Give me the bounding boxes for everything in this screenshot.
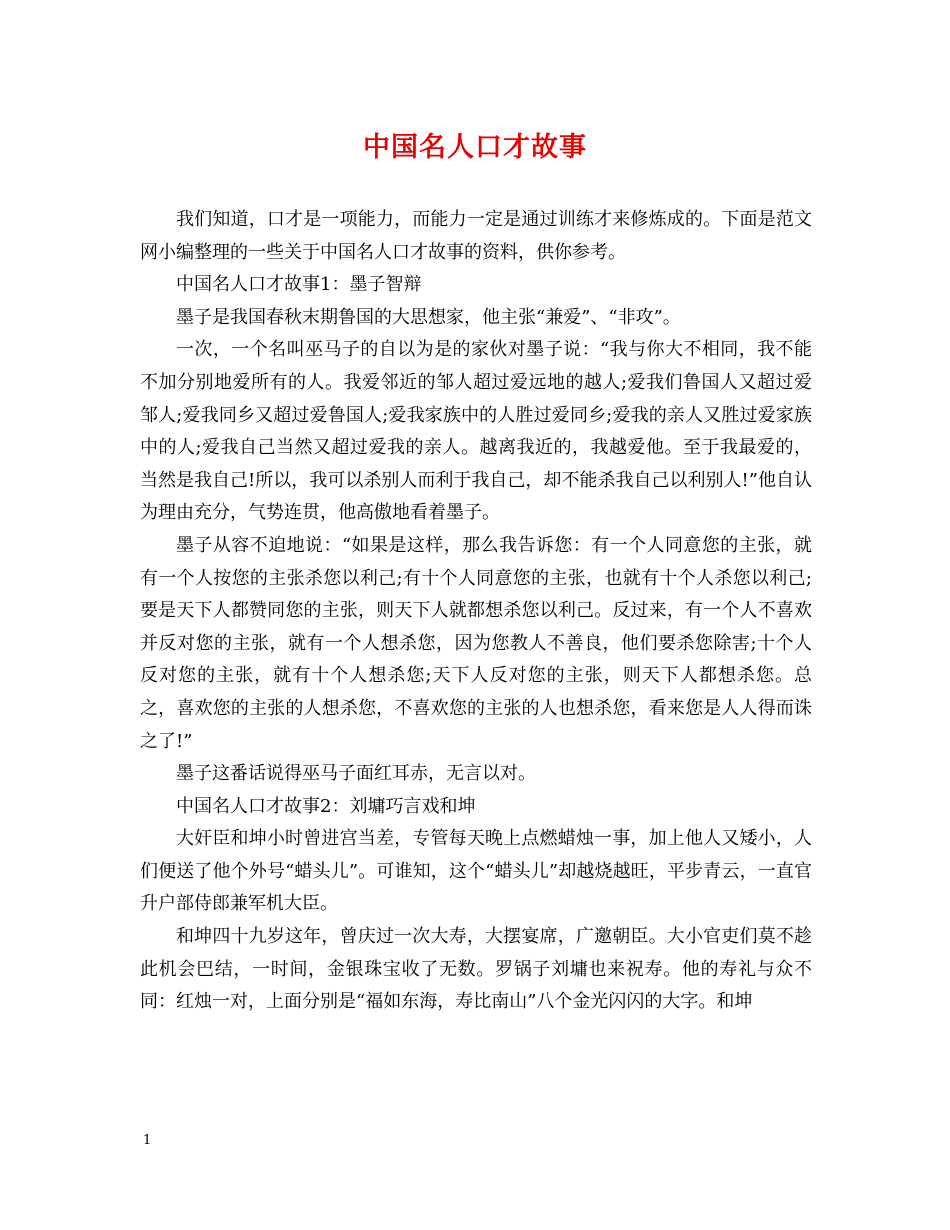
section-heading-story-1: 中国名人口才故事1：墨子智辩 [176, 274, 422, 296]
body-paragraph: 和坤四十九岁这年，曾庆过一次大寿，大摆宴席，广邀朝臣。大小官吏们莫不趁此机会巴结，一时间，金银珠宝收了无数。罗锅子刘墉也来祝寿。他的寿礼与众不同：红烛一对，上面分别是“福如东海，寿比南山”八个金光闪闪的大字。和坤 [140, 926, 812, 1013]
body-paragraph: 一次，一个名叫巫马子的自以为是的家伙对墨子说：“我与你大不相同，我不能不加分别地爱所有的人。我爱邻近的邹人超过爱远地的越人;爱我们鲁国人又超过爱邹人;爱我同乡又超过爱鲁国人;爱我家族中的人胜过爱同乡;爱我的亲人又胜过爱家族中的人;爱我自己当然又超过爱我的亲人。越离我近的，我越爱他。至于我最爱的，当然是我自己!所以，我可以杀别人而利于我自己，却不能杀我自己以利别人!”他自认为理由充分，气势连贯，他高傲地看着墨子。 [140, 339, 812, 524]
document-body [140, 204, 812, 1019]
document-title: 中国名人口才故事 [363, 132, 587, 163]
body-paragraph: 墨子从容不迫地说：“如果是这样，那么我告诉您：有一个人同意您的主张，就有一个人按您的主张杀您以利己;有十个人同意您的主张，也就有十个人杀您以利己;要是天下人都赞同您的主张，则天下人就都想杀您以利己。反过来，有一个人不喜欢并反对您的主张，就有一个人想杀您，因为您教人不善良，他们要杀您除害;十个人反对您的主张，就有十个人想杀您;天下人反对您的主张，则天下人都想杀您。总之，喜欢您的主张的人想杀您，不喜欢您的主张的人也想杀您，看来您是人人得而诛之了!” [140, 534, 812, 752]
page-number: 1 [143, 1133, 152, 1148]
intro-paragraph: 我们知道，口才是一项能力，而能力一定是通过训练才来修炼成的。下面是范文网小编整理的一些关于中国名人口才故事的资料，供你参考。 [140, 209, 812, 263]
section-heading-story-2: 中国名人口才故事2：刘墉巧言戏和坤 [176, 795, 476, 817]
body-paragraph: 大奸臣和坤小时曾进宫当差，专管每天晚上点燃蜡烛一事，加上他人又矮小，人们便送了他个外号“蜡头儿”。可谁知，这个“蜡头儿”却越烧越旺，平步青云，一直官升户部侍郎兼军机大臣。 [140, 828, 812, 915]
body-paragraph: 墨子这番话说得巫马子面红耳赤，无言以对。 [176, 763, 536, 785]
body-paragraph: 墨子是我国春秋末期鲁国的大思想家，他主张“兼爱”、“非攻”。 [176, 306, 681, 328]
